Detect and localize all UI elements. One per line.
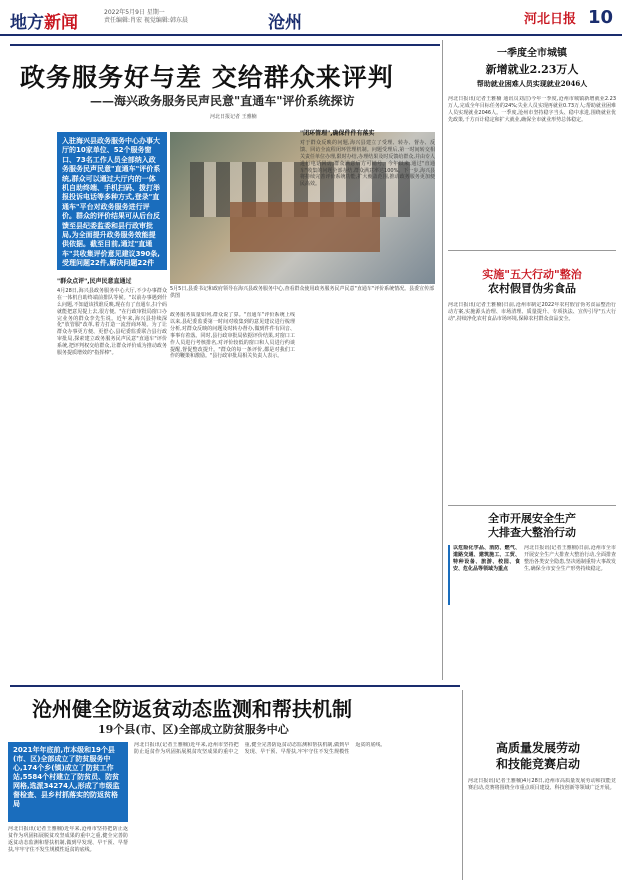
lead-column-2 <box>170 312 295 680</box>
story-food-text: 河北日报讯(记者王雅楠)日前,沧州市制定2022年农村假冒伪劣食品整治行动方案,实施源头治理、市场清理、质量提升、专项执法、宣传引导"五大行动",持续净化农村食品市场环境,保障农村群众食品安全。 <box>448 302 616 322</box>
story-safety-intro: 以危险化学品、消防、燃气、道路交通、建筑施工、工贸、特种设备、旅游、校园、食安、危化品等领域为重点 <box>448 545 520 605</box>
headline-line-2: 新增就业2.23万人 <box>485 63 579 76</box>
editor-line: 责任编辑:肖宏 视觉编辑:韩东晨 <box>104 17 188 24</box>
photo-caption: 5月5日,县委书记和政府领导在海兴县政务服务中心,查看群众使用政务服务民声民意"直通车"评价系统情况。县委宣传部供图 <box>170 286 435 299</box>
lead-byline: 河北日报记者 王雅楠 <box>210 114 257 120</box>
story-safety-headline <box>448 512 616 540</box>
bottom-column-1: 河北日报讯(记者王雅楠)近年来,沧州市坚持把防止返贫作为巩固拓展脱贫攻坚成果的重中之重,健全完善防返贫动态监测和帮扶机制,做到早发现、早干预、早帮扶,牢牢守住不发生规模性返贫的底线。 <box>8 826 128 853</box>
section-accent: 新闻 <box>44 13 78 33</box>
story-divider <box>448 250 616 251</box>
headline-line-2: 和技能竞赛启动 <box>495 757 580 771</box>
section-prefix: 地方 <box>10 13 44 33</box>
date-editor-info <box>104 9 188 25</box>
bottom-columns: 河北日报讯(记者王雅楠)近年来,沧州市坚持把防止返贫作为巩固拓展脱贫攻坚成果的重中之重,健全完善防返贫动态监测和帮扶机制,做到早发现、早干预、早帮扶,牢牢守住不发生规模性返贫的底线。 <box>134 742 386 755</box>
story-skills-text: 河北日报讯(记者王雅楠)4月28日,沧州市高质量发展劳动和技能竞赛启动,竞赛将围绕全市重点项目建设、科技创新等领域广泛开展。 <box>468 778 616 791</box>
column-text: 对于群众反映的问题,海兴县建立了受理、转办、督办、反馈、回访全流程闭环管理机制。问题受理后,第一时间转交相关责任单位办理,限时办结,办理结果及时反馈给群众,并由专人进行电话回访,群众满意后方可销号。今年以来,通过"直通车"收集的问题全部办结,群众满意率达100%。下一步,海兴县将持续完善评价系统功能,扩大覆盖范围,推动政务服务更加便民高效。 <box>300 139 435 188</box>
column-text: 政务服务质量如何,群众说了算。"直通车"评价系统上线以来,县纪委监委第一时间对收集到的意见建议进行梳理分析,对群众反映的问题及时转办督办,做到件件有回音、事事有着落。同时,县行政审批局依据评价结果,对窗口工作人员进行考核排名,对评价较低的窗口和人员进行约谈提醒,督促整改提升。"群众的每一条评价,都是对我们工作的鞭策和激励。"县行政审批局相关负责人表示。 <box>170 312 295 360</box>
column-divider <box>442 40 443 680</box>
story-food-headline <box>448 268 616 296</box>
headline-line-1: 全市开展安全生产 <box>488 512 576 525</box>
page-header <box>0 0 622 36</box>
headline-line-1: 一季度全市城镇 <box>497 48 567 59</box>
bottom-summary-box: 2021年年底前,市本级和19个县(市、区)全部成立了防贫服务中心,174个乡(镇)成立了防贫工作站,5584个村建立了防贫员、防贫网格,选派34274人,形成了市级监督检查、县乡村抓落实的防返贫格局 <box>8 742 128 822</box>
newspaper-logo: 河北日报 <box>524 12 577 27</box>
page-number: 10 <box>588 7 614 28</box>
headline-line-1: 实施"五大行动"整治 <box>482 268 582 281</box>
section-name <box>10 8 78 33</box>
story-divider <box>448 505 616 506</box>
story-employment-text: 河北日报讯(记者王雅楠 通讯员刘洁)今年一季度,沧州市城镇新增就业2.23万人,完成全年目标任务的24%;失业人员实现再就业0.73万人;帮助就业困难人员实现就业2046人。一季度,沧州市坚持稳字当头、稳中求进,围绕就业优先政策,千方百计稳定和扩大就业,确保全市就业形势总体稳定。 <box>448 96 616 123</box>
lead-summary-box: 入驻海兴县政务服务中心办事大厅的10家单位、52个服务窗口、73名工作人员全部纳入政务服务民声民意"直通车"评价系统,群众可以通过大厅内的一体机自助终端、手机扫码、拨打举报投诉电话等多种方式,登录"直通车"平台对政务服务进行评价。群众的评价结果可从后台反馈至县纪委监委和县行政审批局,为全面提升政务服务效能提供依据。截至目前,通过"直通车"共收集评价意见建议390条,受理问题22件,解决问题22件 <box>57 132 167 270</box>
column-text: 4月28日,海兴县政务服务中心大厅,不少办事群众在一体机自助终端前排队等候。"以前办事遇到什么问题,不知道该找谁反映,现在有了直通车,扫个码就能把意见提上去,很方便。"在行政审批局窗口办完业务的群众李先生说。近年来,海兴县持续深化"放管服"改革,着力打造一流营商环境。为了让群众办事更方便、更舒心,县纪委监委联合县行政审批局,探索建立政务服务民声民意"直通车"评价系统,把评判权交给群众,让群众评价成为推动政务服务提质增效的"指挥棒"。 <box>57 287 167 357</box>
headline-line-2: 大排查大整治行动 <box>488 526 576 539</box>
lead-top-rule <box>10 44 440 46</box>
column-subhead: "闭环管理",确保件件有落实 <box>300 130 375 137</box>
lead-column-3 <box>300 128 435 680</box>
headline-line-1: 高质量发展劳动 <box>495 741 580 755</box>
city-name: 沧州 <box>268 13 302 33</box>
column-subhead: "群众点评",民声民意直通过 <box>57 278 132 285</box>
lead-headline: 政务服务好与差 交给群众来评判 <box>20 63 394 92</box>
story-skills-headline <box>468 740 608 772</box>
bottom-subheadline: 19个县(市、区)全部成立防贫服务中心 <box>98 723 289 736</box>
story-employment-headline <box>448 44 616 89</box>
headline-line-3: 帮助就业困难人员实现就业2046人 <box>476 79 588 88</box>
date-line: 2022年5月9日 星期一 <box>104 9 165 16</box>
bottom-headline: 沧州健全防返贫动态监测和帮扶机制 <box>32 697 352 721</box>
story-safety-text: 河北日报讯(记者王雅楠)日前,沧州市全市开展安全生产大排查大整治行动,全面排查整治各类安全隐患,坚决遏制重特大事故发生,确保全市安全生产形势持续稳定。 <box>524 545 616 572</box>
lead-column-1 <box>57 276 167 680</box>
column-divider <box>462 690 463 880</box>
bottom-top-rule <box>10 685 460 687</box>
headline-line-2: 农村假冒伪劣食品 <box>488 282 576 295</box>
lead-subheadline: ——海兴政务服务民声民意"直通车"评价系统探访 <box>90 94 355 108</box>
